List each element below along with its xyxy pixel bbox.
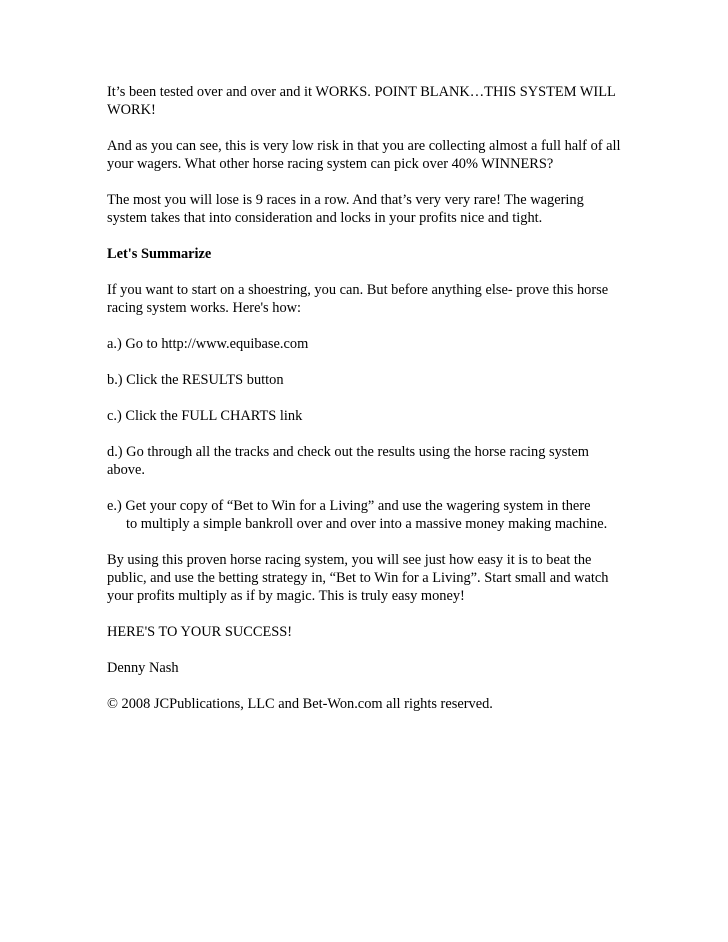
- step-e: [107, 497, 627, 533]
- step-d: d.) Go through all the tracks and check out the results using the horse racing system above.: [107, 444, 589, 478]
- step-a: a.) Go to http://www.equibase.com: [107, 336, 309, 352]
- copyright-notice: © 2008 JCPublications, LLC and Bet-Won.com all rights reserved.: [107, 696, 493, 712]
- paragraph-low-risk: And as you can see, this is very low risk in that you are collecting almost a full half of all your wagers. What other horse racing system can pick over 40% WINNERS?: [107, 138, 621, 172]
- document-body: [107, 83, 627, 731]
- step-e-line-1: e.) Get your copy of “Bet to Win for a Living” and use the wagering system in there: [107, 498, 591, 514]
- paragraph-proven-system: By using this proven horse racing system, you will see just how easy it is to beat the public, and use the betting strategy in, “Bet to Win for a Living”. Start small and watch your profits multiply as if by magic. This is truly easy money!: [107, 552, 609, 604]
- step-b: b.) Click the RESULTS button: [107, 372, 284, 388]
- paragraph-success: HERE'S TO YOUR SUCCESS!: [107, 624, 293, 640]
- paragraph-it-works: It’s been tested over and over and it WORKS. POINT BLANK…THIS SYSTEM WILL WORK!: [107, 84, 616, 118]
- signature: Denny Nash: [107, 660, 179, 676]
- paragraph-shoestring: If you want to start on a shoestring, you can. But before anything else- prove this horse racing system works. Here's how:: [107, 282, 609, 316]
- section-heading: Let's Summarize: [107, 246, 212, 262]
- step-e-line-2: to multiply a simple bankroll over and over into a massive money making machine.: [126, 516, 608, 532]
- step-c: c.) Click the FULL CHARTS link: [107, 408, 303, 424]
- paragraph-max-loss: The most you will lose is 9 races in a row. And that’s very very rare! The wagering system takes that into consideration and locks in your profits nice and tight.: [107, 192, 584, 226]
